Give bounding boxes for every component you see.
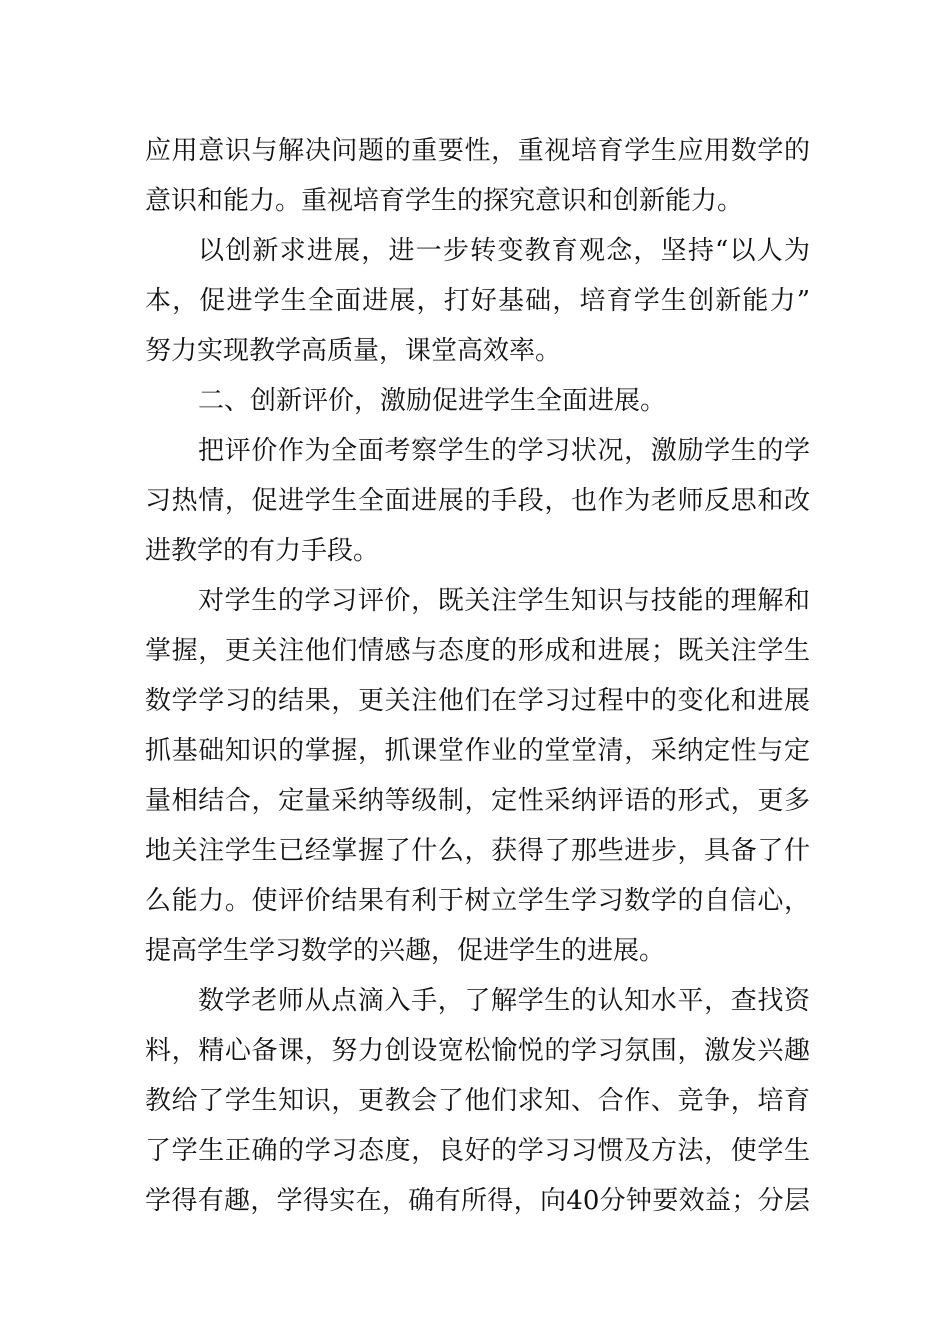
text-line: 努力实现教学高质量，课堂高效率。 xyxy=(145,336,562,366)
text-line: 么能力。使评价结果有利于树立学生学习数学的自信心， xyxy=(145,886,810,916)
text-line: 数学学习的结果，更关注他们在学习过程中的变化和进展 xyxy=(145,686,810,716)
text-line: 了学生正确的学习态度，良好的学习习惯及方法，使学生 xyxy=(145,1136,810,1166)
text-line: 习热情，促进学生全面进展的手段，也作为老师反思和改 xyxy=(145,486,810,516)
text-line: 抓基础知识的掌握，抓课堂作业的堂堂清，采纳定性与定 xyxy=(145,736,810,766)
text-line: 料，精心备课，努力创设宽松愉悦的学习氛围，激发兴趣 xyxy=(145,1036,810,1066)
text-line: 提高学生学习数学的兴趣，促进学生的进展。 xyxy=(145,936,666,966)
text-line: 地关注学生已经掌握了什么，获得了那些进步，具备了什 xyxy=(145,836,810,866)
text-line: 掌握，更关注他们情感与态度的形成和进展；既关注学生 xyxy=(145,636,810,666)
text-line: 进教学的有力手段。 xyxy=(145,536,380,566)
paragraph-first-line: 数学老师从点滴入手，了解学生的认知水平，查找资 xyxy=(198,986,810,1016)
document-body xyxy=(145,126,810,1226)
text-line: 教给了学生知识，更教会了他们求知、合作、竞争，培育 xyxy=(145,1086,810,1116)
section-heading: 二、创新评价，激励促进学生全面进展。 xyxy=(198,386,667,416)
text-line: 意识和能力。重视培育学生的探究意识和创新能力。 xyxy=(145,186,744,216)
paragraph-first-line: 以创新求进展，进一步转变教育观念，坚持“以人为 xyxy=(198,236,810,266)
text-line: 量相结合，定量采纳等级制，定性采纳评语的形式，更多 xyxy=(145,786,810,816)
text-line: 应用意识与解决问题的重要性，重视培育学生应用数学的 xyxy=(145,136,810,166)
text-line: 本，促进学生全面进展，打好基础，培育学生创新能力” xyxy=(145,286,810,316)
text-line: 学得有趣，学得实在，确有所得，向40分钟要效益；分层 xyxy=(145,1186,810,1216)
paragraph-first-line: 把评价作为全面考察学生的学习状况，激励学生的学 xyxy=(198,436,810,466)
paragraph-first-line: 对学生的学习评价，既关注学生知识与技能的理解和 xyxy=(198,586,810,616)
